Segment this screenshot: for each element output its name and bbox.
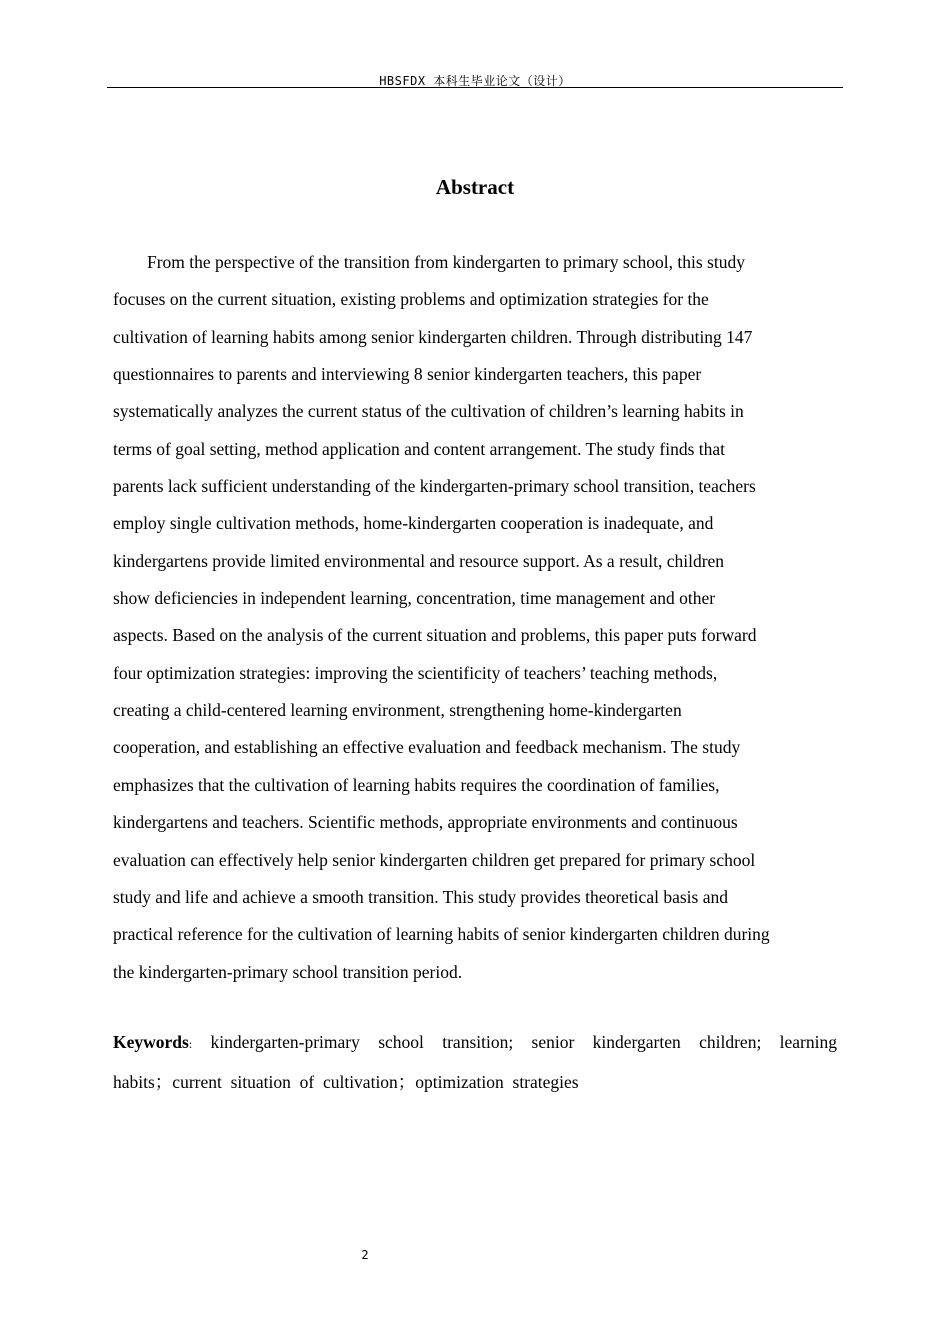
abstract-line: parents lack sufficient understanding of the kindergarten-primary school transition, teachers [113, 476, 756, 497]
abstract-body [113, 244, 837, 991]
page-number: 2 [361, 1248, 369, 1262]
abstract-line: questionnaires to parents and interviewing 8 senior kindergarten teachers, this paper [113, 364, 702, 385]
abstract-line: kindergartens provide limited environmental and resource support. As a result, children [113, 550, 725, 571]
keywords-text-continued: habits；current situation of cultivation；optimization strategies [113, 1071, 579, 1092]
abstract-line: kindergartens and teachers. Scientific methods, appropriate environments and continuous [113, 812, 738, 833]
abstract-line: show deficiencies in independent learning, concentration, time management and other [113, 588, 716, 609]
header-rule [107, 87, 843, 88]
keywords-colon: : [188, 1037, 193, 1051]
abstract-line: study and life and achieve a smooth transition. This study provides theoretical basis and [113, 886, 728, 907]
abstract-line: cooperation, and establishing an effective evaluation and feedback mechanism. The study [113, 737, 741, 758]
abstract-title: Abstract [435, 175, 515, 199]
abstract-line: four optimization strategies: improving the scientificity of teachers’ teaching methods, [113, 662, 718, 683]
abstract-line: aspects. Based on the analysis of the current situation and problems, this paper puts forward [113, 625, 757, 646]
abstract-line: emphasizes that the cultivation of learning habits requires the coordination of families, [113, 774, 720, 795]
abstract-line: systematically analyzes the current status of the cultivation of children’s learning habits in [113, 401, 744, 422]
keywords-line [113, 1024, 837, 1064]
abstract-line: employ single cultivation methods, home-kindergarten cooperation is inadequate, and [113, 513, 714, 534]
keywords-label: Keywords [113, 1032, 189, 1052]
abstract-line: the kindergarten-primary school transition period. [113, 961, 463, 982]
abstract-line: From the perspective of the transition from kindergarten to primary school, this study [147, 252, 745, 272]
keywords-text: kindergarten-primary school transition; senior kindergarten children; learning [210, 1032, 837, 1052]
abstract-line: terms of goal setting, method application and content arrangement. The study finds that [113, 438, 726, 459]
abstract-line: focuses on the current situation, existing problems and optimization strategies for the [113, 289, 709, 310]
keywords-section [113, 1024, 837, 1101]
abstract-line: cultivation of learning habits among senior kindergarten children. Through distributing 147 [113, 326, 753, 347]
abstract-line: practical reference for the cultivation of learning habits of senior kindergarten children during [113, 924, 770, 945]
page-header: HBSFDX 本科生毕业论文（设计） [379, 74, 571, 88]
abstract-line: evaluation can effectively help senior kindergarten children get prepared for primary school [113, 849, 756, 870]
abstract-line: creating a child-centered learning environment, strengthening home-kindergarten [113, 700, 682, 721]
